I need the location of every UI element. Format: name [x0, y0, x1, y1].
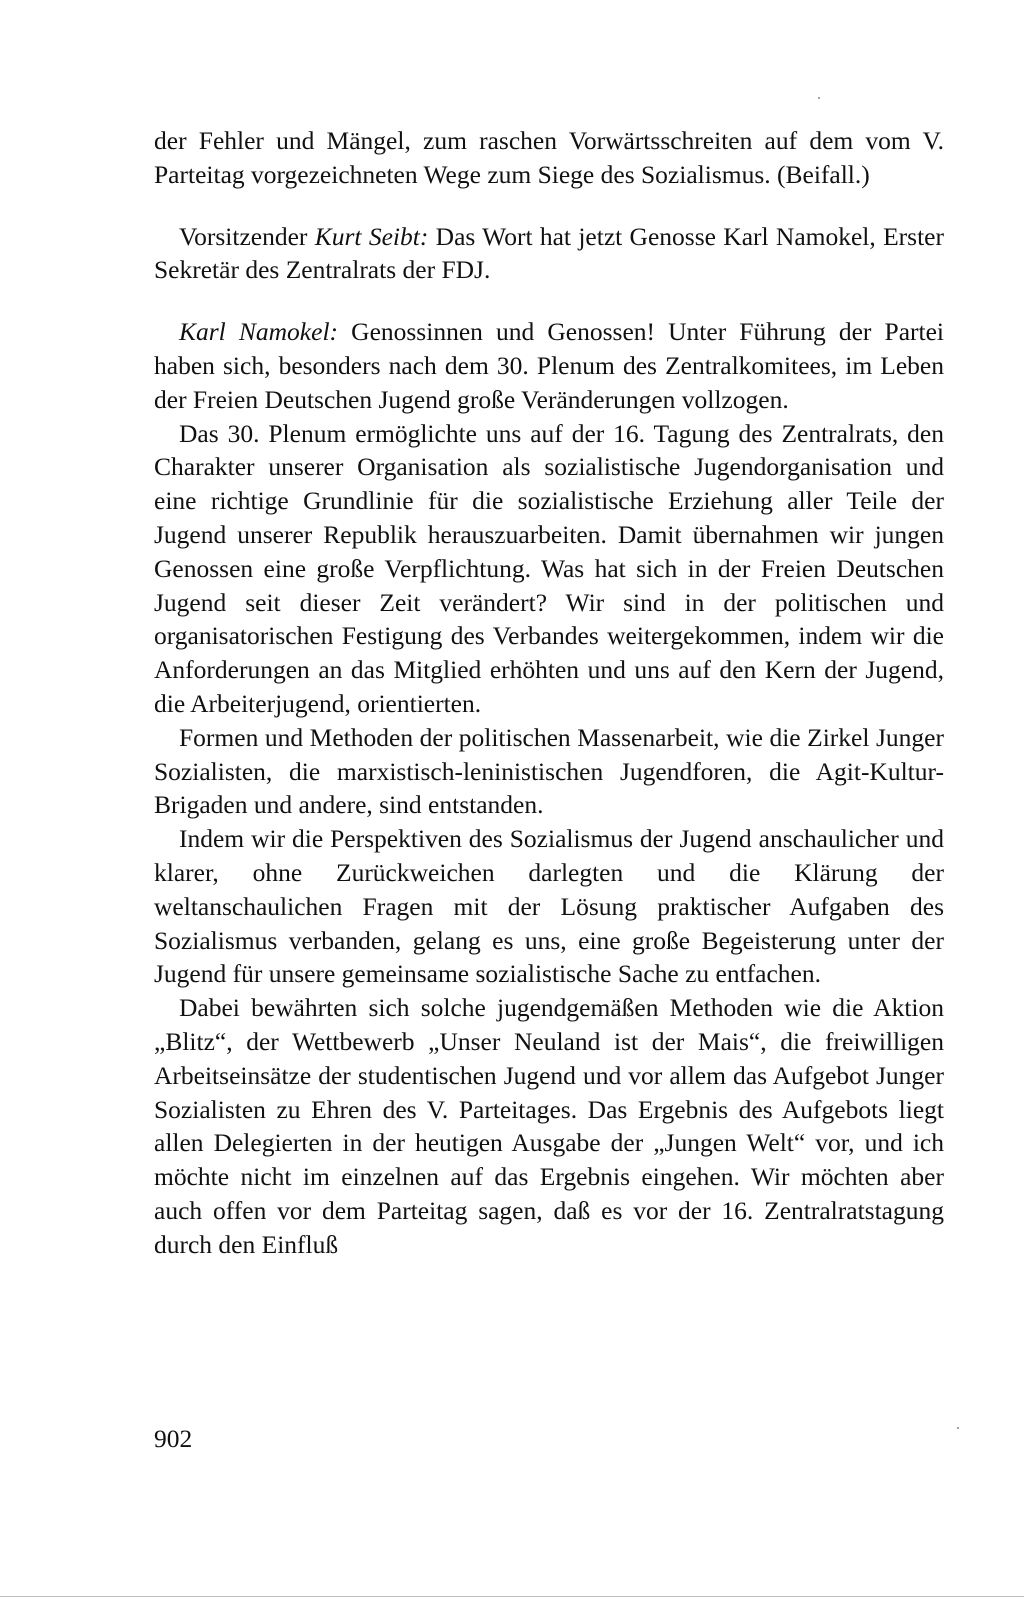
paragraph-text: Dabei bewährten sich solche jugendgemäßen Methoden wie die Aktion „Blitz“, der Wettbewerb „Unser Neuland ist der Mais“, die freiwilligen Arbeitseinsätze der studentischen Jugend und vor allem das Aufgebot Junger Sozialisten zu Ehren des V. Parteitages. Das Ergebnis des Aufgebots liegt allen Delegierten in der heutigen Ausgabe der „Jungen Welt“ vor, und ich möchte nicht im einzelnen auf das Ergebnis eingehen. Wir möchten aber auch offen vor dem Parteitag sagen, daß es vor der 16. Zentralratstagung durch den Einfluß [154, 993, 944, 1259]
paragraph [154, 991, 944, 1261]
speaker-name-karl-namokel: Karl Namokel: [179, 317, 339, 347]
scan-speck [818, 97, 820, 99]
speaker-name-kurt-seibt: Kurt Seibt: [314, 221, 429, 251]
paragraph [154, 417, 944, 721]
paragraph-text: Das 30. Plenum ermöglichte uns auf der 16. Tagung des Zentralrats, den Charakter unserer Organisation als sozialistische Jugendorganisation und eine richtige Grundlinie für die sozialistische Erziehung aller Teile der Jugend unserer Republik herauszuarbeiten. Damit übernahmen wir jungen Genossen eine große Verpflichtung. Was hat sich in der Freien Deutschen Jugend seit dieser Zeit verändert? Wir sind in der politischen und organisatorischen Festigung des Verbandes weitergekommen, indem wir die Anforderungen an das Mitglied erhöhten und uns auf den Kern der Jugend, die Arbeiterjugend, orientierten. [154, 418, 944, 718]
paragraph-continuation [154, 124, 944, 192]
page-body-text [154, 124, 944, 1262]
paragraph-text: Indem wir die Perspektiven des Sozialismus der Jugend anschaulicher und klarer, ohne Zurückweichen darlegten und die Klärung der weltanschaulichen Fragen mit der Lösung praktischer Aufgaben des Sozialismus verbanden, gelang es uns, eine große Begeisterung unter der Jugend für unsere gemeinsame sozialistische Sache zu entfachen. [154, 824, 944, 989]
paragraph-text: Genossinnen und Genossen! Unter Führung der Partei haben sich, besonders nach dem 30. Plenum des Zentralkomitees, im Leben der Freien Deutschen Jugend große Veränderungen vollzogen. [154, 317, 944, 414]
paragraph-text: der Fehler und Mängel, zum raschen Vorwärtsschreiten auf dem vom V. Parteitag vorgezeichneten Wege zum Siege des Sozialismus. (Beifall.) [154, 126, 944, 189]
page-number: 902 [154, 1424, 193, 1453]
paragraph [154, 721, 944, 822]
scan-speck [957, 1427, 959, 1429]
paragraph-text: Das Wort hat jetzt Genosse Karl Namokel, Erster Sekretär des Zentralrats der FDJ. [154, 221, 944, 285]
paragraph [154, 822, 944, 991]
paragraph-text: Formen und Methoden der politischen Massenarbeit, wie die Zirkel Junger Sozialisten, die marxistisch-leninistischen Jugendforen, die Agit-Kultur-Brigaden und andere, sind entstanden. [154, 722, 944, 820]
speaker-prefix: Vorsitzender [179, 221, 315, 251]
paragraph-chair-announcement [154, 220, 944, 288]
paragraph-speech-opening [154, 315, 944, 416]
scan-bottom-edge [0, 1596, 1024, 1597]
